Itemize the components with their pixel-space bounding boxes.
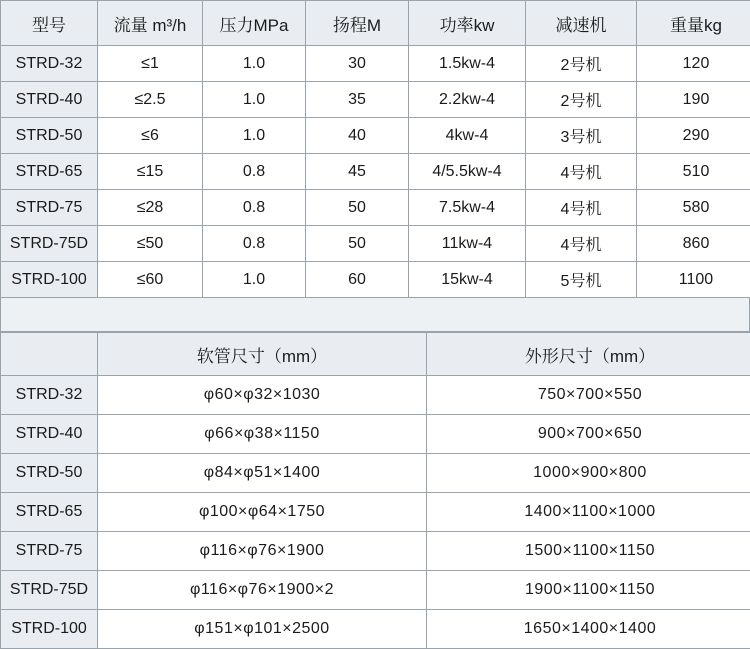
- header-hose-size: 软管尺寸（mm）: [98, 333, 427, 376]
- header-reducer: 减速机: [526, 1, 637, 46]
- cell-weight: 120: [637, 46, 750, 82]
- table-row: [1, 415, 750, 454]
- cell-model: STRD-75D: [1, 226, 98, 262]
- cell-power: 7.5kw-4: [409, 190, 526, 226]
- header-pressure: 压力MPa: [203, 1, 306, 46]
- table-row: [1, 571, 750, 610]
- cell-pressure: 0.8: [203, 226, 306, 262]
- table-row: [1, 118, 750, 154]
- table-separator-band: [0, 298, 750, 332]
- cell-hose-size: φ100×φ64×1750: [98, 493, 427, 532]
- cell-head: 30: [306, 46, 409, 82]
- cell-head: 60: [306, 262, 409, 298]
- table-row: [1, 610, 750, 649]
- cell-pressure: 1.0: [203, 262, 306, 298]
- performance-table: [0, 0, 750, 298]
- cell-outline-size: 1400×1100×1000: [427, 493, 750, 532]
- cell-reducer: 3号机: [526, 118, 637, 154]
- cell-hose-size: φ84×φ51×1400: [98, 454, 427, 493]
- cell-model: STRD-75: [1, 532, 98, 571]
- cell-pressure: 1.0: [203, 118, 306, 154]
- cell-hose-size: φ116×φ76×1900×2: [98, 571, 427, 610]
- cell-head: 50: [306, 226, 409, 262]
- cell-model: STRD-50: [1, 454, 98, 493]
- cell-flow: ≤28: [98, 190, 203, 226]
- header-power: 功率kw: [409, 1, 526, 46]
- dimensions-table: [0, 332, 750, 649]
- table-row: [1, 190, 750, 226]
- cell-hose-size: φ116×φ76×1900: [98, 532, 427, 571]
- cell-flow: ≤60: [98, 262, 203, 298]
- cell-outline-size: 1500×1100×1150: [427, 532, 750, 571]
- table-row: [1, 376, 750, 415]
- cell-pressure: 1.0: [203, 46, 306, 82]
- cell-power: 15kw-4: [409, 262, 526, 298]
- cell-reducer: 2号机: [526, 82, 637, 118]
- cell-outline-size: 1000×900×800: [427, 454, 750, 493]
- cell-flow: ≤50: [98, 226, 203, 262]
- table-row: [1, 454, 750, 493]
- header-model-blank: [1, 333, 98, 376]
- table-row: [1, 226, 750, 262]
- cell-flow: ≤1: [98, 46, 203, 82]
- cell-weight: 290: [637, 118, 750, 154]
- cell-power: 11kw-4: [409, 226, 526, 262]
- cell-hose-size: φ151×φ101×2500: [98, 610, 427, 649]
- cell-model: STRD-75: [1, 190, 98, 226]
- cell-model: STRD-65: [1, 493, 98, 532]
- cell-weight: 510: [637, 154, 750, 190]
- cell-model: STRD-32: [1, 46, 98, 82]
- table-row: [1, 493, 750, 532]
- cell-model: STRD-40: [1, 415, 98, 454]
- cell-weight: 580: [637, 190, 750, 226]
- cell-model: STRD-75D: [1, 571, 98, 610]
- table-row: [1, 154, 750, 190]
- cell-reducer: 5号机: [526, 262, 637, 298]
- cell-power: 2.2kw-4: [409, 82, 526, 118]
- cell-power: 4/5.5kw-4: [409, 154, 526, 190]
- cell-weight: 190: [637, 82, 750, 118]
- cell-pressure: 1.0: [203, 82, 306, 118]
- table-row: [1, 532, 750, 571]
- cell-reducer: 2号机: [526, 46, 637, 82]
- cell-head: 50: [306, 190, 409, 226]
- cell-outline-size: 1650×1400×1400: [427, 610, 750, 649]
- cell-weight: 1100: [637, 262, 750, 298]
- cell-hose-size: φ60×φ32×1030: [98, 376, 427, 415]
- cell-weight: 860: [637, 226, 750, 262]
- cell-reducer: 4号机: [526, 190, 637, 226]
- cell-flow: ≤2.5: [98, 82, 203, 118]
- cell-flow: ≤6: [98, 118, 203, 154]
- header-outline-size: 外形尺寸（mm）: [427, 333, 750, 376]
- header-model: 型号: [1, 1, 98, 46]
- cell-power: 1.5kw-4: [409, 46, 526, 82]
- cell-model: STRD-100: [1, 262, 98, 298]
- cell-pressure: 0.8: [203, 190, 306, 226]
- cell-power: 4kw-4: [409, 118, 526, 154]
- table-header-row: [1, 1, 750, 46]
- cell-head: 40: [306, 118, 409, 154]
- header-weight: 重量kg: [637, 1, 750, 46]
- cell-hose-size: φ66×φ38×1150: [98, 415, 427, 454]
- table-row: [1, 82, 750, 118]
- cell-model: STRD-32: [1, 376, 98, 415]
- header-flow: 流量 m³/h: [98, 1, 203, 46]
- cell-model: STRD-100: [1, 610, 98, 649]
- cell-head: 45: [306, 154, 409, 190]
- cell-flow: ≤15: [98, 154, 203, 190]
- cell-reducer: 4号机: [526, 154, 637, 190]
- table-row: [1, 262, 750, 298]
- header-head: 扬程M: [306, 1, 409, 46]
- cell-outline-size: 750×700×550: [427, 376, 750, 415]
- cell-outline-size: 900×700×650: [427, 415, 750, 454]
- cell-model: STRD-50: [1, 118, 98, 154]
- cell-head: 35: [306, 82, 409, 118]
- cell-outline-size: 1900×1100×1150: [427, 571, 750, 610]
- cell-reducer: 4号机: [526, 226, 637, 262]
- table-header-row: [1, 333, 750, 376]
- table-row: [1, 46, 750, 82]
- cell-model: STRD-65: [1, 154, 98, 190]
- cell-pressure: 0.8: [203, 154, 306, 190]
- cell-model: STRD-40: [1, 82, 98, 118]
